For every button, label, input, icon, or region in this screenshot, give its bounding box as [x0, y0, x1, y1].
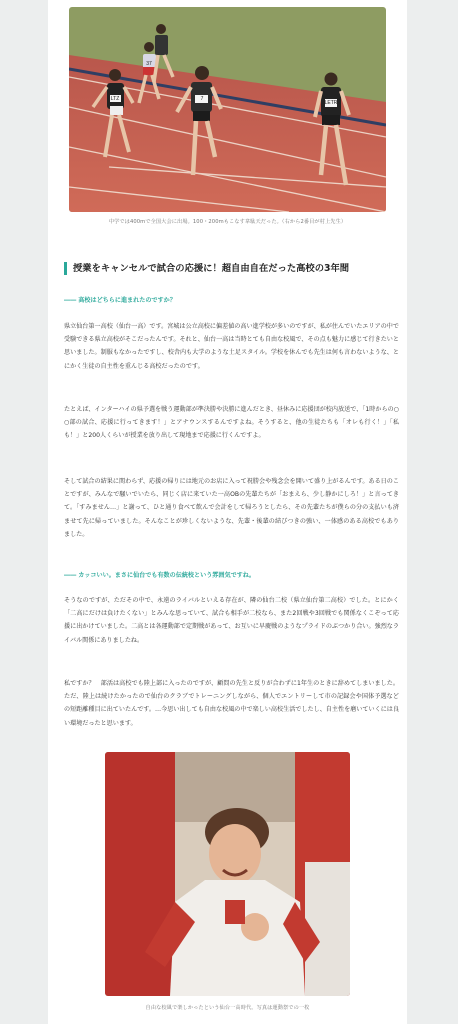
- paragraph-3: そして試合の結果に関わらず、応援の帰りには地元のお店に入って祝勝会や残念会を開いて盛り上がるんです。ある日のことですが、みんなで騒いでいたら、同じく店に来ていた一高OBの先輩たちが「おまえら、少し静かにしろ！」と言ってきて。「すみません…」と謝って、ひと通り食べて飲んで会計をして帰ろうとしたら、その先輩たちが僕らの分の支払いも済ませて先に帰っていました。そんなことが珍しくないような、先輩・後輩の結びつきの強い、一体感のある高校でもありました。: [64, 478, 399, 538]
- section-heading: 授業をキャンセルで試合の応援に！超自由自在だった高校の3年間: [64, 262, 394, 275]
- photo2-caption: 自由な校風で楽しかったという仙台一高時代。写真は運動祭での一枚: [145, 1005, 310, 1011]
- bib-number: 37: [146, 61, 152, 67]
- paragraph-1: 県立仙台第一高校（仙台一高）です。宮城は公立高校に偏差値の高い進学校が多いのですが、私が住んでいたエリアの中で受験できる県立高校がそこだったんです。それと、仙台一高は当時とても自由な校風で、その点も魅力に感じて行きたいと思いました。制服もなかったですし、校舎内も大学のような土足スタイル。学校を休んでも先生は何も言わないような、とにかく生徒の自主性を重んじる高校だったのです。: [64, 323, 399, 370]
- paragraph-2: たとえば、インターハイの県予選を戦う運動部が準決勝や決勝に進んだとき、昼休みに応援団が校内放送で、「1時からの○○部の試合、応援に行ってきます！」とアナウンスするんですよね。そうすると、他の生徒たちも「オレも行く！」「私も！」と200人くらいが授業を放り出して現地まで応援に行くんですよ。: [64, 406, 399, 440]
- race-photo: [69, 7, 386, 212]
- interview-question-1: ―― 高校はどちらに進まれたのですか？: [64, 297, 176, 304]
- festival-photo-image: [105, 752, 350, 996]
- bib-number: LETR: [324, 100, 338, 106]
- bib-number: 7: [200, 96, 204, 102]
- article-page: [48, 0, 407, 1024]
- bib-number: LTZ: [110, 96, 120, 102]
- paragraph-4: そうなのですが、ただその中で、永遠のライバルといえる存在が、隣の仙台二校（県立仙台第二高校）でした。とにかく「二高にだけは負けたくない」とみんな思っていて、試合も相手が二校なら、また2回戦や3回戦でも関係なくこぞって応援に出かけていました。二高とは各運動部で定期戦があって、お互いに早慶戦のようなプライドのぶつかり合い。強烈なライバル関係にありましたね。: [64, 597, 399, 644]
- photo1-caption: 中学では400mで全国大会に出場。100・200mもこなす韋駄天だった。（右から2番目が村上先生）: [108, 219, 347, 225]
- festival-photo: [105, 752, 350, 996]
- interview-question-2: ―― カッコいい。まさに仙台でも有数の伝統校という雰囲気ですね。: [64, 572, 255, 579]
- paragraph-5: 私ですか？ 部活は高校でも陸上部に入ったのですが、顧問の先生と反りが合わずに1年生のときに辞めてしまいました。ただ、陸上は続けたかったので仙台のクラブでトレーニングしながら、個人でエントリーして市の記録会や国体予選などの短距離種目に出ていたんです。…今思い出しても自由な校風の中で楽しい高校生活でしたし、自主性を磨いていくには良い環境だったと思います。: [64, 680, 399, 727]
- race-photo-image: [69, 7, 386, 212]
